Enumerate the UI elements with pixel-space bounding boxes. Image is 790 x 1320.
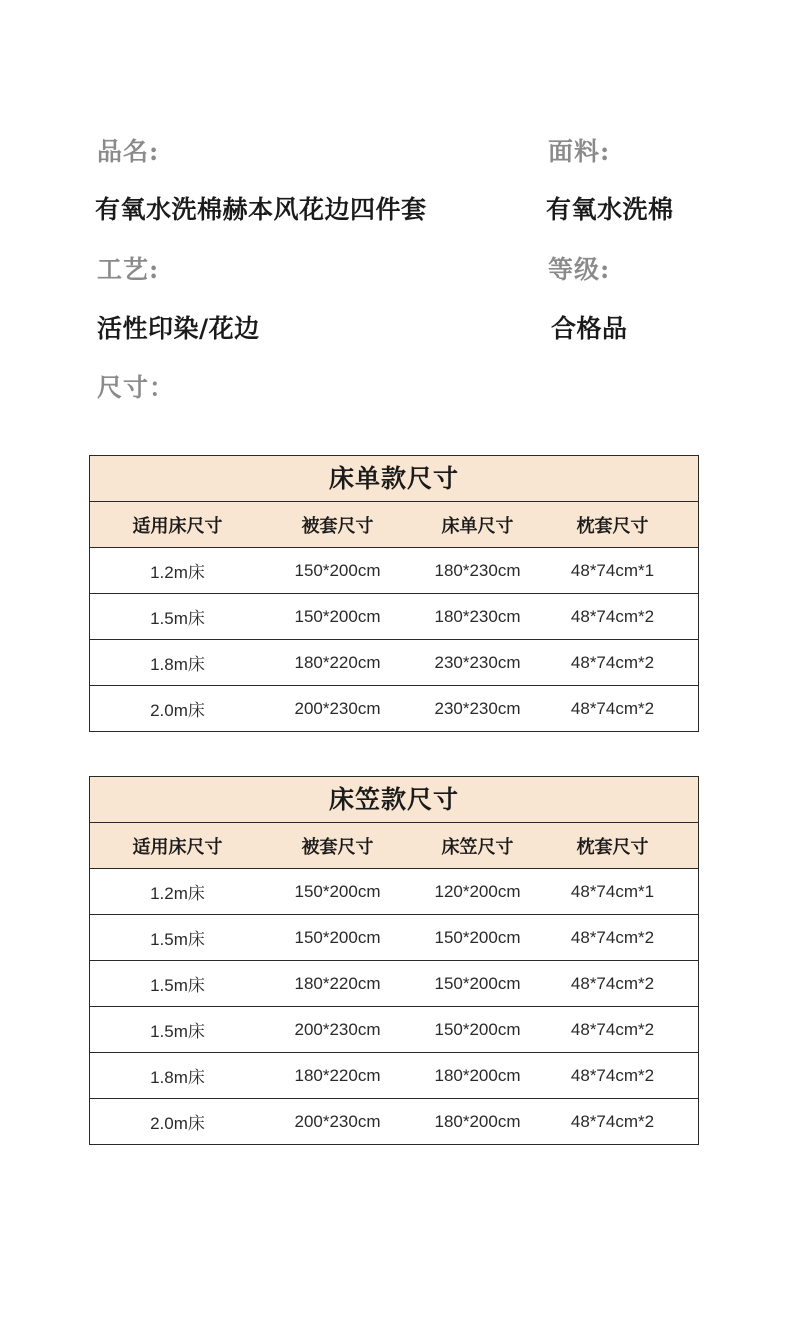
table-row [90,594,698,640]
table-row [90,915,698,961]
table-row [90,869,698,915]
duvet-size-cell: 180*220cm [294,1065,381,1085]
pillowcase-size-cell: 48*74cm*2 [570,606,655,626]
grade-label: 等级: [548,255,611,284]
craft-value: 活性印染/花边 [97,314,260,343]
duvet-size-cell: 200*230cm [294,698,381,718]
product-name-label: 品名: [97,137,160,166]
bed-size-cell: 2.0m床 [150,1114,205,1133]
duvet-size-cell: 200*230cm [294,1111,381,1131]
duvet-size-cell: 150*200cm [294,881,381,901]
product-name-value: 有氧水洗棉赫本风花边四件套 [95,195,427,224]
fitted-size-cell: 150*200cm [434,927,521,947]
fitted-size-cell: 150*200cm [434,973,521,993]
pillowcase-size-cell: 48*74cm*2 [570,1019,655,1039]
header-cell: 床笠尺寸 [441,836,514,858]
header-cell: 适用床尺寸 [132,836,223,858]
table-title: 床单款尺寸 [90,456,698,502]
fabric-label: 面料: [548,137,611,166]
table-row [90,1099,698,1144]
fabric-value: 有氧水洗棉 [546,195,674,224]
pillowcase-size-cell: 48*74cm*2 [570,927,655,947]
bed-size-cell: 1.2m床 [150,563,205,582]
sheet-size-cell: 230*230cm [434,698,521,718]
pillowcase-size-cell: 48*74cm*2 [570,698,655,718]
header-cell: 被套尺寸 [301,836,374,858]
sheet-size-cell: 180*230cm [434,560,521,580]
bed-size-cell: 1.5m床 [150,1022,205,1041]
bed-size-cell: 2.0m床 [150,701,205,720]
bed-size-cell: 1.5m床 [150,976,205,995]
duvet-size-cell: 150*200cm [294,927,381,947]
table-row [90,1007,698,1053]
fitted-size-cell: 150*200cm [434,1019,521,1039]
fitted-size-cell: 180*200cm [434,1065,521,1085]
table-header-row [90,502,698,548]
sheet-size-cell: 230*230cm [434,652,521,672]
table-row [90,686,698,731]
sheet-size-cell: 180*230cm [434,606,521,626]
fitted-size-cell: 120*200cm [434,881,521,901]
craft-label: 工艺: [97,255,160,284]
header-cell: 枕套尺寸 [576,836,649,858]
bed-size-cell: 1.5m床 [150,930,205,949]
bed-size-cell: 1.8m床 [150,1068,205,1087]
duvet-size-cell: 200*230cm [294,1019,381,1039]
duvet-size-cell: 180*220cm [294,652,381,672]
duvet-size-cell: 150*200cm [294,560,381,580]
bed-size-cell: 1.5m床 [150,609,205,628]
pillowcase-size-cell: 48*74cm*1 [570,560,655,580]
grade-value: 合格品 [551,314,628,343]
table-row [90,961,698,1007]
pillowcase-size-cell: 48*74cm*2 [570,652,655,672]
table-header-row [90,823,698,869]
duvet-size-cell: 180*220cm [294,973,381,993]
fitted-size-cell: 180*200cm [434,1111,521,1131]
duvet-size-cell: 150*200cm [294,606,381,626]
header-cell: 被套尺寸 [301,515,374,537]
bed-size-cell: 1.2m床 [150,884,205,903]
bed-size-cell: 1.8m床 [150,655,205,674]
sheet-size-table [89,455,699,732]
pillowcase-size-cell: 48*74cm*2 [570,1111,655,1131]
pillowcase-size-cell: 48*74cm*2 [570,1065,655,1085]
fitted-size-table [89,776,699,1145]
header-cell: 枕套尺寸 [576,515,649,537]
table-title: 床笠款尺寸 [90,777,698,823]
pillowcase-size-cell: 48*74cm*2 [570,973,655,993]
pillowcase-size-cell: 48*74cm*1 [570,881,655,901]
table-row [90,1053,698,1099]
table-row [90,640,698,686]
size-label: 尺寸： [97,373,176,402]
header-cell: 床单尺寸 [441,515,514,537]
header-cell: 适用床尺寸 [132,515,223,537]
table-row [90,548,698,594]
